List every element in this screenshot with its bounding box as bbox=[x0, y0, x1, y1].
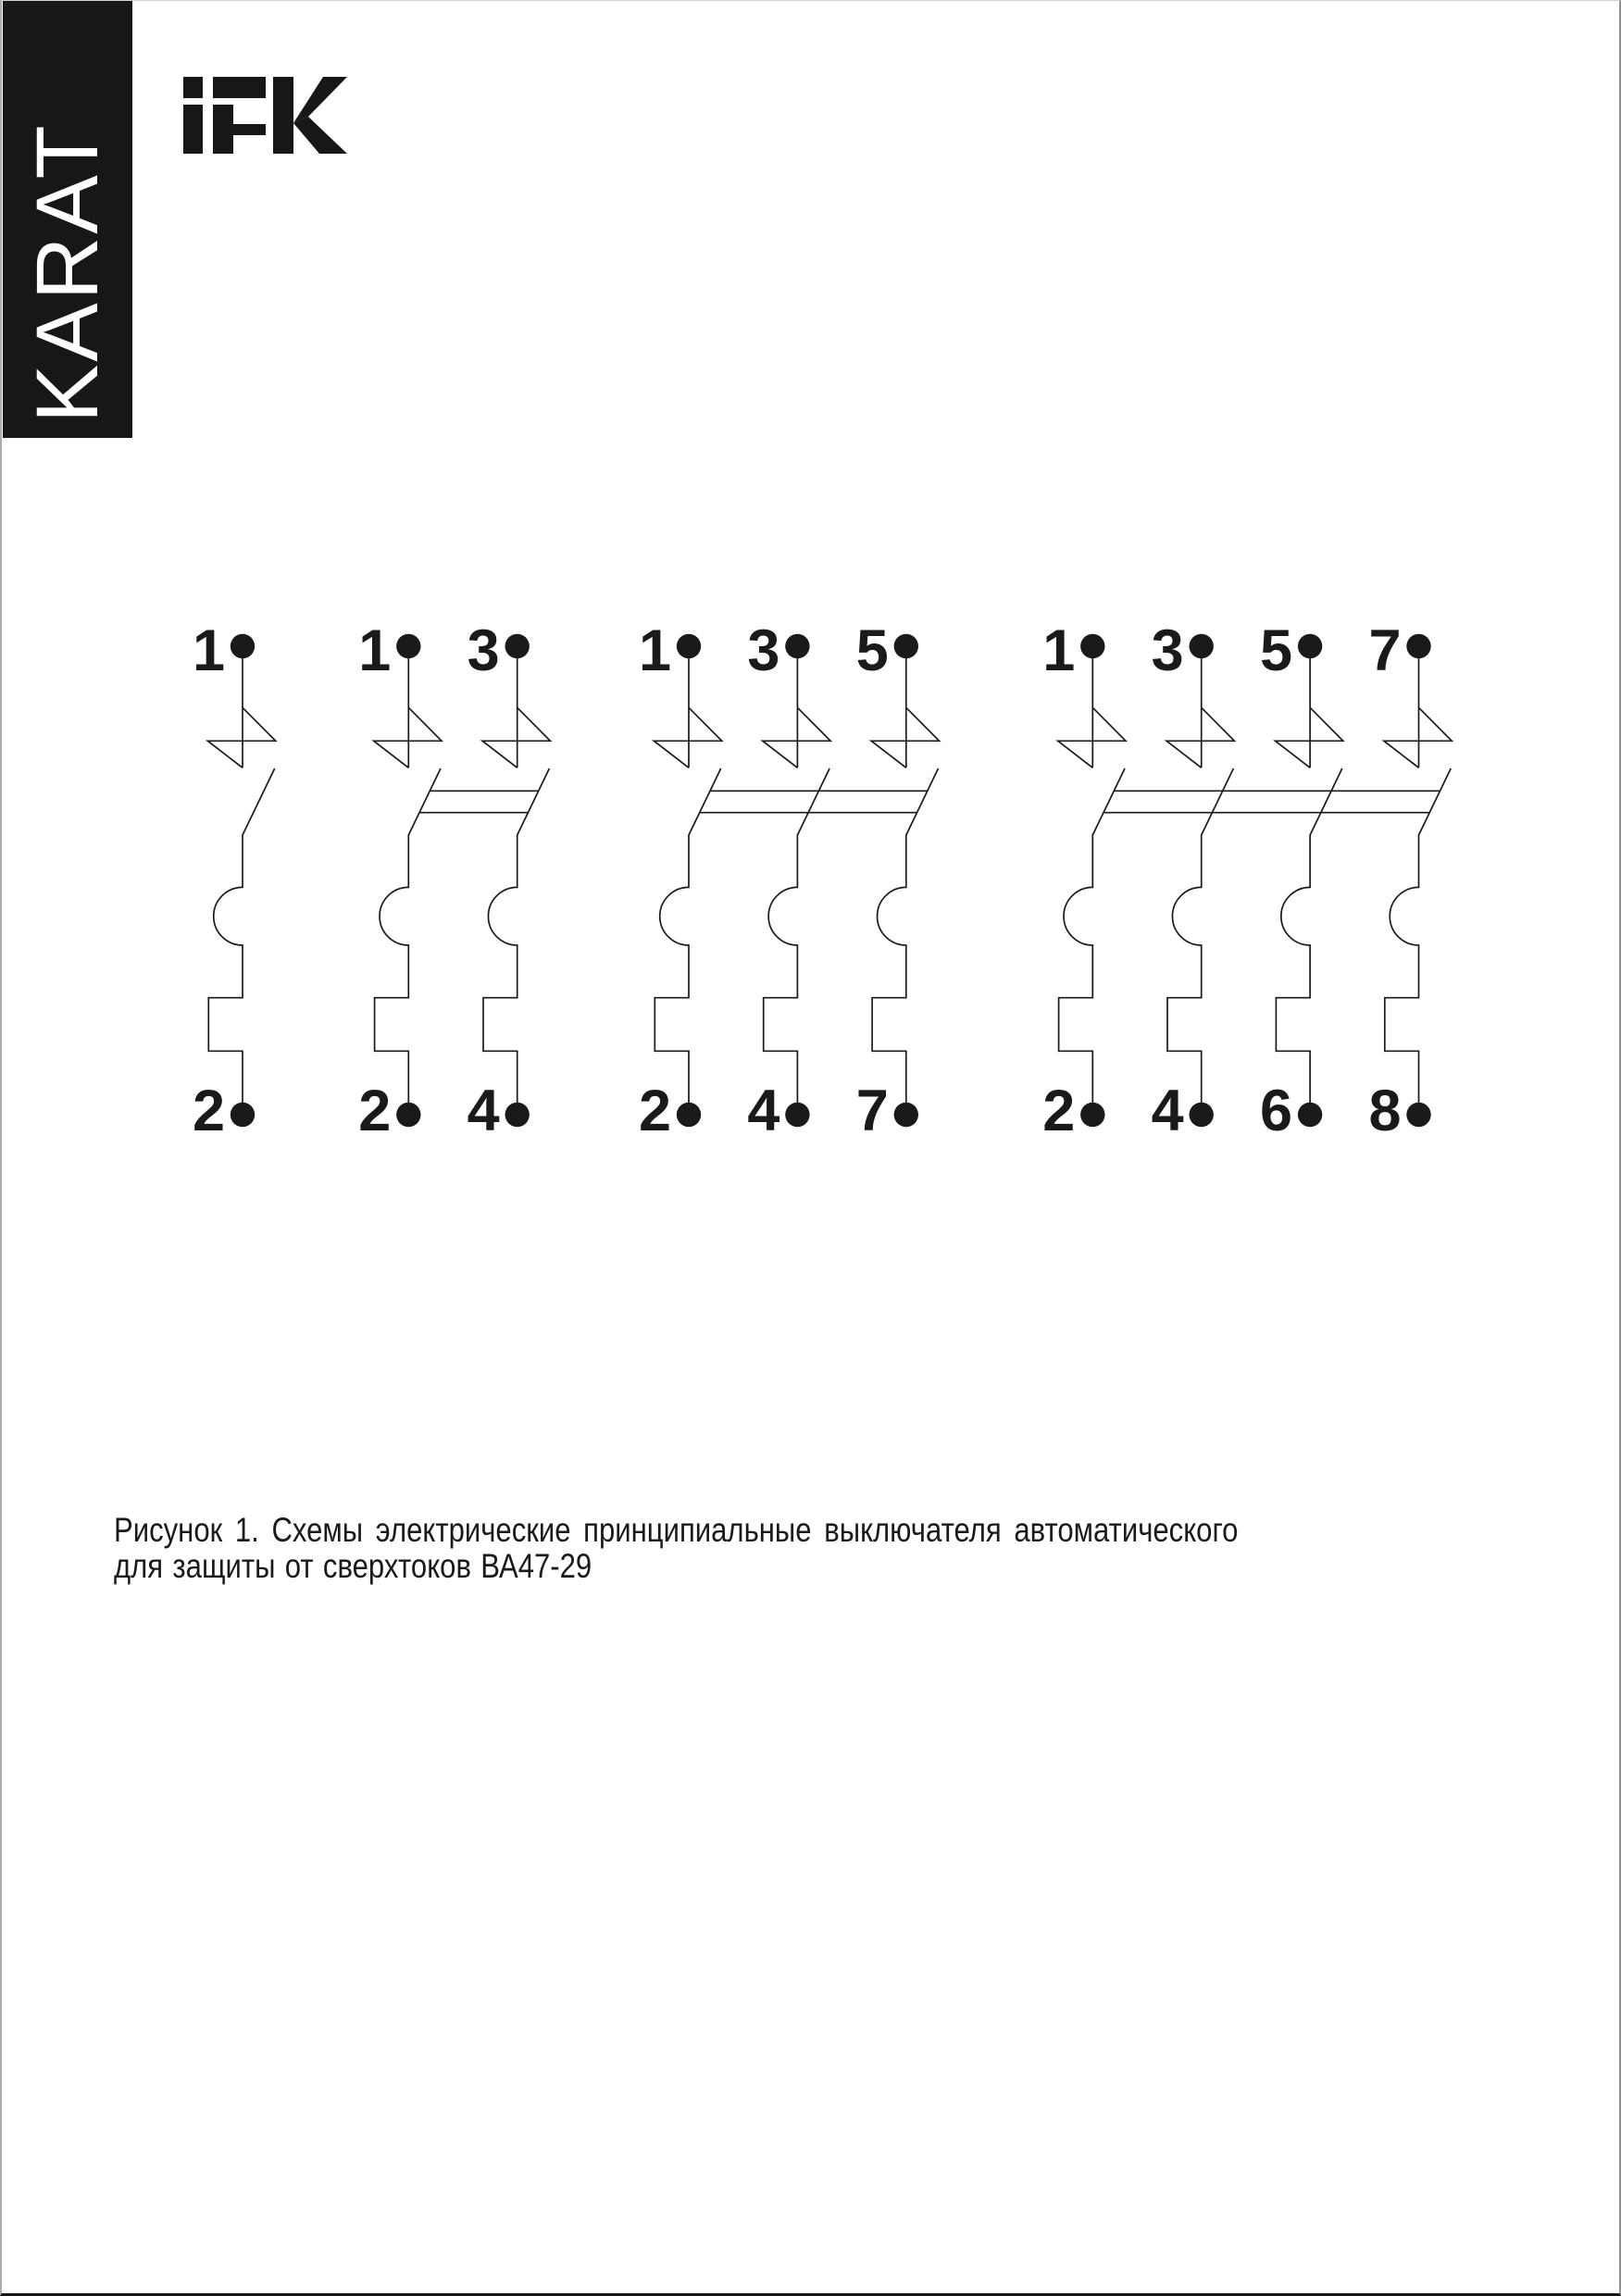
pole-symbol bbox=[1368, 618, 1452, 1143]
terminal-label-bottom: 4 bbox=[1151, 1079, 1184, 1143]
terminal-dot-bottom bbox=[1298, 1103, 1322, 1127]
breaker-pole-path bbox=[871, 646, 939, 1115]
terminal-label-top: 5 bbox=[855, 618, 889, 683]
pole-symbol bbox=[193, 618, 276, 1143]
breaker-pole-path bbox=[1058, 646, 1126, 1115]
breaker-pole-path bbox=[654, 646, 721, 1115]
terminal-label-top: 1 bbox=[638, 618, 671, 683]
terminal-label-top: 5 bbox=[1260, 618, 1293, 683]
terminal-label-bottom: 6 bbox=[1260, 1079, 1293, 1143]
terminal-dot-top bbox=[785, 634, 809, 658]
diagram-breaker-4-pole bbox=[1042, 618, 1452, 1143]
pole-symbol bbox=[358, 618, 442, 1143]
terminal-dot-top bbox=[1190, 634, 1214, 658]
terminal-label-top: 3 bbox=[1151, 618, 1184, 683]
figure-caption bbox=[114, 1513, 1238, 1584]
terminal-dot-top bbox=[1080, 634, 1104, 658]
terminal-label-top: 7 bbox=[1368, 618, 1402, 683]
terminal-label-bottom: 2 bbox=[638, 1079, 671, 1143]
terminal-label-bottom: 4 bbox=[467, 1079, 500, 1143]
terminal-label-bottom: 4 bbox=[747, 1079, 780, 1143]
terminal-label-bottom: 7 bbox=[855, 1079, 889, 1143]
schematics-canvas bbox=[2, 1, 1621, 1297]
breaker-pole-path bbox=[763, 646, 830, 1115]
pole-symbol bbox=[1042, 618, 1126, 1143]
breaker-pole-path bbox=[482, 646, 550, 1115]
terminal-dot-bottom bbox=[894, 1103, 918, 1127]
diagram-breaker-3-pole bbox=[639, 618, 940, 1143]
terminal-dot-bottom bbox=[1190, 1103, 1214, 1127]
terminal-label-top: 1 bbox=[192, 618, 225, 683]
terminal-dot-bottom bbox=[677, 1103, 701, 1127]
terminal-label-top: 1 bbox=[358, 618, 392, 683]
caption-line-1: Рисунок 1. Схемы электрические принципиальные выключателя автоматического bbox=[114, 1511, 1239, 1549]
terminal-label-top: 3 bbox=[747, 618, 780, 683]
terminal-dot-top bbox=[1406, 634, 1430, 658]
terminal-dot-bottom bbox=[231, 1103, 255, 1127]
terminal-label-bottom: 2 bbox=[1042, 1079, 1076, 1143]
pole-symbol bbox=[468, 618, 551, 1143]
diagram-breaker-2-pole bbox=[358, 618, 550, 1143]
terminal-label-bottom: 8 bbox=[1368, 1079, 1402, 1143]
terminal-dot-bottom bbox=[396, 1103, 420, 1127]
caption-line-2: для защиты от сверхтоков ВА47-29 bbox=[114, 1546, 592, 1585]
terminal-label-bottom: 2 bbox=[358, 1079, 392, 1143]
terminal-dot-top bbox=[396, 634, 420, 658]
pole-symbol bbox=[856, 618, 940, 1143]
terminal-label-top: 1 bbox=[1042, 618, 1076, 683]
karat-series-label: KARAT bbox=[18, 122, 117, 423]
terminal-label-top: 3 bbox=[467, 618, 500, 683]
terminal-dot-top bbox=[505, 634, 530, 658]
breaker-pole-path bbox=[1276, 646, 1343, 1115]
breaker-pole-path bbox=[207, 646, 275, 1115]
pole-symbol bbox=[639, 618, 722, 1143]
terminal-label-bottom: 2 bbox=[192, 1079, 225, 1143]
pole-symbol bbox=[747, 618, 830, 1143]
terminal-dot-bottom bbox=[1080, 1103, 1104, 1127]
terminal-dot-top bbox=[231, 634, 255, 658]
terminal-dot-top bbox=[1298, 634, 1322, 658]
terminal-dot-bottom bbox=[785, 1103, 809, 1127]
terminal-dot-bottom bbox=[505, 1103, 530, 1127]
diagram-breaker-1-pole bbox=[193, 618, 276, 1143]
breaker-pole-path bbox=[1384, 646, 1452, 1115]
terminal-dot-bottom bbox=[1406, 1103, 1430, 1127]
pole-symbol bbox=[1152, 618, 1235, 1143]
breaker-pole-path bbox=[1166, 646, 1234, 1115]
terminal-dot-top bbox=[677, 634, 701, 658]
pole-symbol bbox=[1260, 618, 1343, 1143]
terminal-dot-top bbox=[894, 634, 918, 658]
breaker-pole-path bbox=[374, 646, 442, 1115]
